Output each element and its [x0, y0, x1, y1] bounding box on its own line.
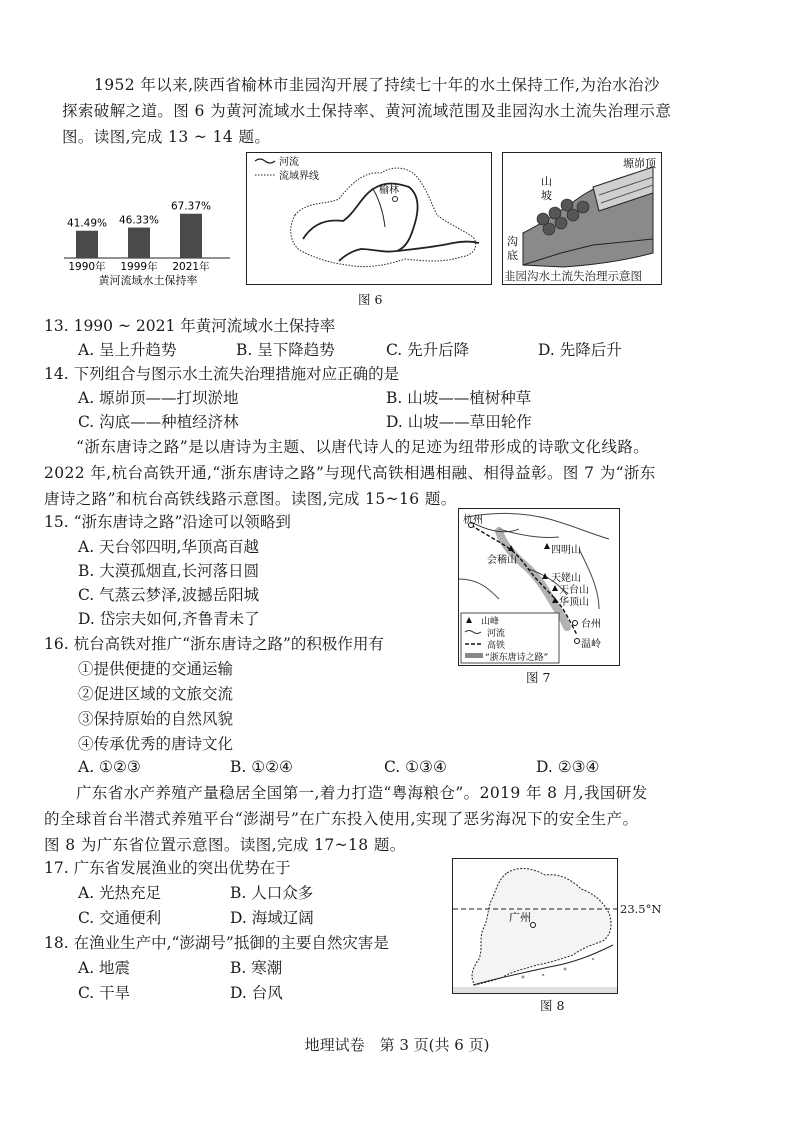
intro3-line2: 的全球首台半潜式养殖平台“澎湖号”在广东投入使用,实现了恶劣海况下的安全生产。	[44, 810, 639, 828]
page-footer: 地理试卷 第 3 页(共 6 页)	[304, 1036, 490, 1054]
taizhou-marker	[573, 621, 578, 626]
legend-river-label: 河流	[279, 157, 299, 168]
bar-2	[180, 214, 202, 258]
intro-paragraph-3	[44, 780, 744, 858]
q14-option-a[interactable]: A. 塬峁顶——打坝淤地	[78, 389, 239, 407]
intro2-line1: “浙东唐诗之路”是以唐诗为主题、以唐代诗人的足迹为纽带形成的诗歌文化线路。	[76, 438, 650, 456]
q16-option-b[interactable]: B. ①②④	[230, 758, 293, 776]
q16-option-c[interactable]: C. ①③④	[384, 758, 447, 776]
label-slope: 山坡	[541, 175, 552, 202]
q17-option-b[interactable]: B. 人口众多	[230, 884, 314, 902]
siming-label: 四明山	[551, 545, 581, 556]
q18-option-c[interactable]: C. 干旱	[78, 984, 131, 1002]
guangzhou-marker	[531, 923, 536, 928]
q16-item-3: ③保持原始的自然风貌	[78, 710, 234, 728]
intro-paragraph-2	[44, 434, 744, 512]
q16-item-4: ④传承优秀的唐诗文化	[78, 735, 234, 753]
legend-river-icon	[255, 159, 275, 163]
q16-option-d[interactable]: D. ②③④	[536, 758, 600, 776]
label-top: 塬峁顶	[623, 157, 656, 170]
q17-stem: 17. 广东省发展渔业的突出优势在于	[44, 859, 291, 877]
wenling-label: 温岭	[581, 639, 601, 650]
figure6-control-diagram	[502, 152, 662, 285]
figure8-map	[452, 858, 618, 994]
tiantai-peak-icon	[552, 585, 558, 591]
q17-option-d[interactable]: D. 海域辽阔	[230, 909, 314, 927]
bar-category-label-2: 2021年	[172, 261, 210, 273]
bar-value-label-0: 41.49%	[66, 217, 108, 230]
yulin-marker	[393, 197, 398, 202]
q16-item-1: ①提供便捷的交通运输	[78, 660, 234, 678]
q17-option-a[interactable]: A. 光热充足	[78, 884, 162, 902]
huading-label: 华顶山	[559, 597, 589, 608]
intro1-line1: 1952 年以来,陕西省榆林市韭园沟开展了持续七十年的水土保持工作,为治水治沙	[94, 76, 660, 94]
hangzhou-label: 杭州	[463, 515, 483, 526]
legend-rail-label: 高铁	[487, 641, 506, 651]
legend-route-icon	[465, 653, 483, 658]
q18-option-d[interactable]: D. 台风	[230, 984, 283, 1002]
q13-option-b[interactable]: B. 呈下降趋势	[236, 341, 335, 359]
latitude-label: 23.5°N	[620, 902, 662, 916]
tianmu-label: 天姥山	[551, 573, 581, 584]
q15-option-b[interactable]: B. 大漠孤烟直,长河落日圆	[78, 562, 260, 580]
bar-1	[128, 228, 150, 258]
q16-item-2: ②促进区域的文旅交流	[78, 685, 234, 703]
q18-option-b[interactable]: B. 寒潮	[230, 959, 283, 977]
siming-peak-icon	[544, 543, 550, 549]
legend-peak-label: 山峰	[481, 617, 500, 627]
q14-option-d[interactable]: D. 山坡——草田轮作	[386, 413, 532, 431]
bar-category-label-0: 1990年	[68, 261, 106, 273]
guangzhou-label: 广州	[509, 911, 531, 924]
bar-category-label-1: 1999年	[120, 261, 158, 273]
yulin-label: 榆林	[379, 185, 399, 196]
wenling-marker	[575, 639, 580, 644]
q13-option-a[interactable]: A. 呈上升趋势	[78, 341, 177, 359]
bar-value-label-2: 67.37%	[170, 200, 212, 213]
q14-stem: 14. 下列组合与图示水土流失治理措施对应正确的是	[44, 365, 400, 383]
legend-boundary-label: 流域界线	[279, 171, 319, 182]
legend-river-label: 河流	[487, 629, 506, 639]
q14-option-b[interactable]: B. 山坡——植树种草	[386, 389, 532, 407]
figure6-basin-map	[246, 152, 492, 285]
q15-option-a[interactable]: A. 天台邻四明,华顶高百越	[78, 538, 259, 556]
sea-strip	[453, 987, 617, 993]
bar-0	[76, 231, 98, 258]
q18-stem: 18. 在渔业生产中,“澎湖号”抵御的主要自然灾害是	[44, 934, 389, 952]
q16-option-a[interactable]: A. ①②③	[78, 758, 141, 776]
q14-option-c[interactable]: C. 沟底——种植经济林	[78, 413, 239, 431]
bar-chart-title: 黄河流域水土保持率	[98, 274, 198, 287]
figure7-map	[458, 508, 620, 666]
legend-route-label: “浙东唐诗之路”	[485, 653, 549, 663]
intro1-line2: 探索破解之道。图 6 为黄河流域水土保持率、黄河流域范围及韭园沟水土流失治理示意	[62, 102, 672, 120]
intro2-line2: 2022 年,杭台高铁开通,“浙东唐诗之路”与现代高铁相遇相融、相得益彰。图 7 为“浙东	[44, 464, 656, 482]
intro3-line1: 广东省水产养殖产量稳居全国第一,着力打造“粤海粮仓”。2019 年 8 月,我国研发	[76, 784, 648, 802]
intro-paragraph-1	[62, 72, 738, 150]
control-diagram-svg	[503, 153, 661, 284]
q13-option-d[interactable]: D. 先降后升	[538, 341, 622, 359]
intro1-line3: 图。读图,完成 13 ~ 14 题。	[62, 128, 271, 146]
q16-stem: 16. 杭台高铁对推广“浙东唐诗之路”的积极作用有	[44, 635, 384, 653]
figure7-svg	[459, 509, 619, 665]
q13-stem: 13. 1990 ~ 2021 年黄河流域水土保持率	[44, 317, 336, 335]
figure6-bar-chart	[60, 200, 240, 290]
figure7-caption: 图 7	[526, 670, 551, 685]
intro3-line3: 图 8 为广东省位置示意图。读图,完成 17~18 题。	[44, 836, 406, 854]
basin-map-svg	[247, 153, 491, 284]
q15-option-d[interactable]: D. 岱宗夫如何,齐鲁青未了	[78, 610, 260, 628]
q15-stem: 15. “浙东唐诗之路”沿途可以领略到	[44, 513, 291, 531]
q17-option-c[interactable]: C. 交通便利	[78, 909, 162, 927]
intro2-line3: 唐诗之路”和杭台高铁线路示意图。读图,完成 15~16 题。	[44, 490, 457, 508]
q15-option-c[interactable]: C. 气蒸云梦泽,波撼岳阳城	[78, 586, 260, 604]
tiantai-label: 天台山	[559, 585, 589, 596]
diagram-title: 韭园沟水土流失治理示意图	[504, 269, 642, 283]
kuaiji-label: 会稽山	[487, 555, 517, 566]
q13-option-c[interactable]: C. 先升后降	[386, 341, 470, 359]
guangdong-outline	[472, 869, 611, 985]
figure8-svg	[453, 859, 617, 993]
taizhou-label: 台州	[581, 619, 601, 630]
tianmu-peak-icon	[542, 573, 548, 579]
label-bottom: 沟底	[507, 235, 518, 262]
q18-option-a[interactable]: A. 地震	[78, 959, 131, 977]
figure6-caption: 图 6	[358, 292, 383, 307]
figure8-caption: 图 8	[540, 998, 565, 1013]
bar-value-label-1: 46.33%	[118, 214, 160, 227]
